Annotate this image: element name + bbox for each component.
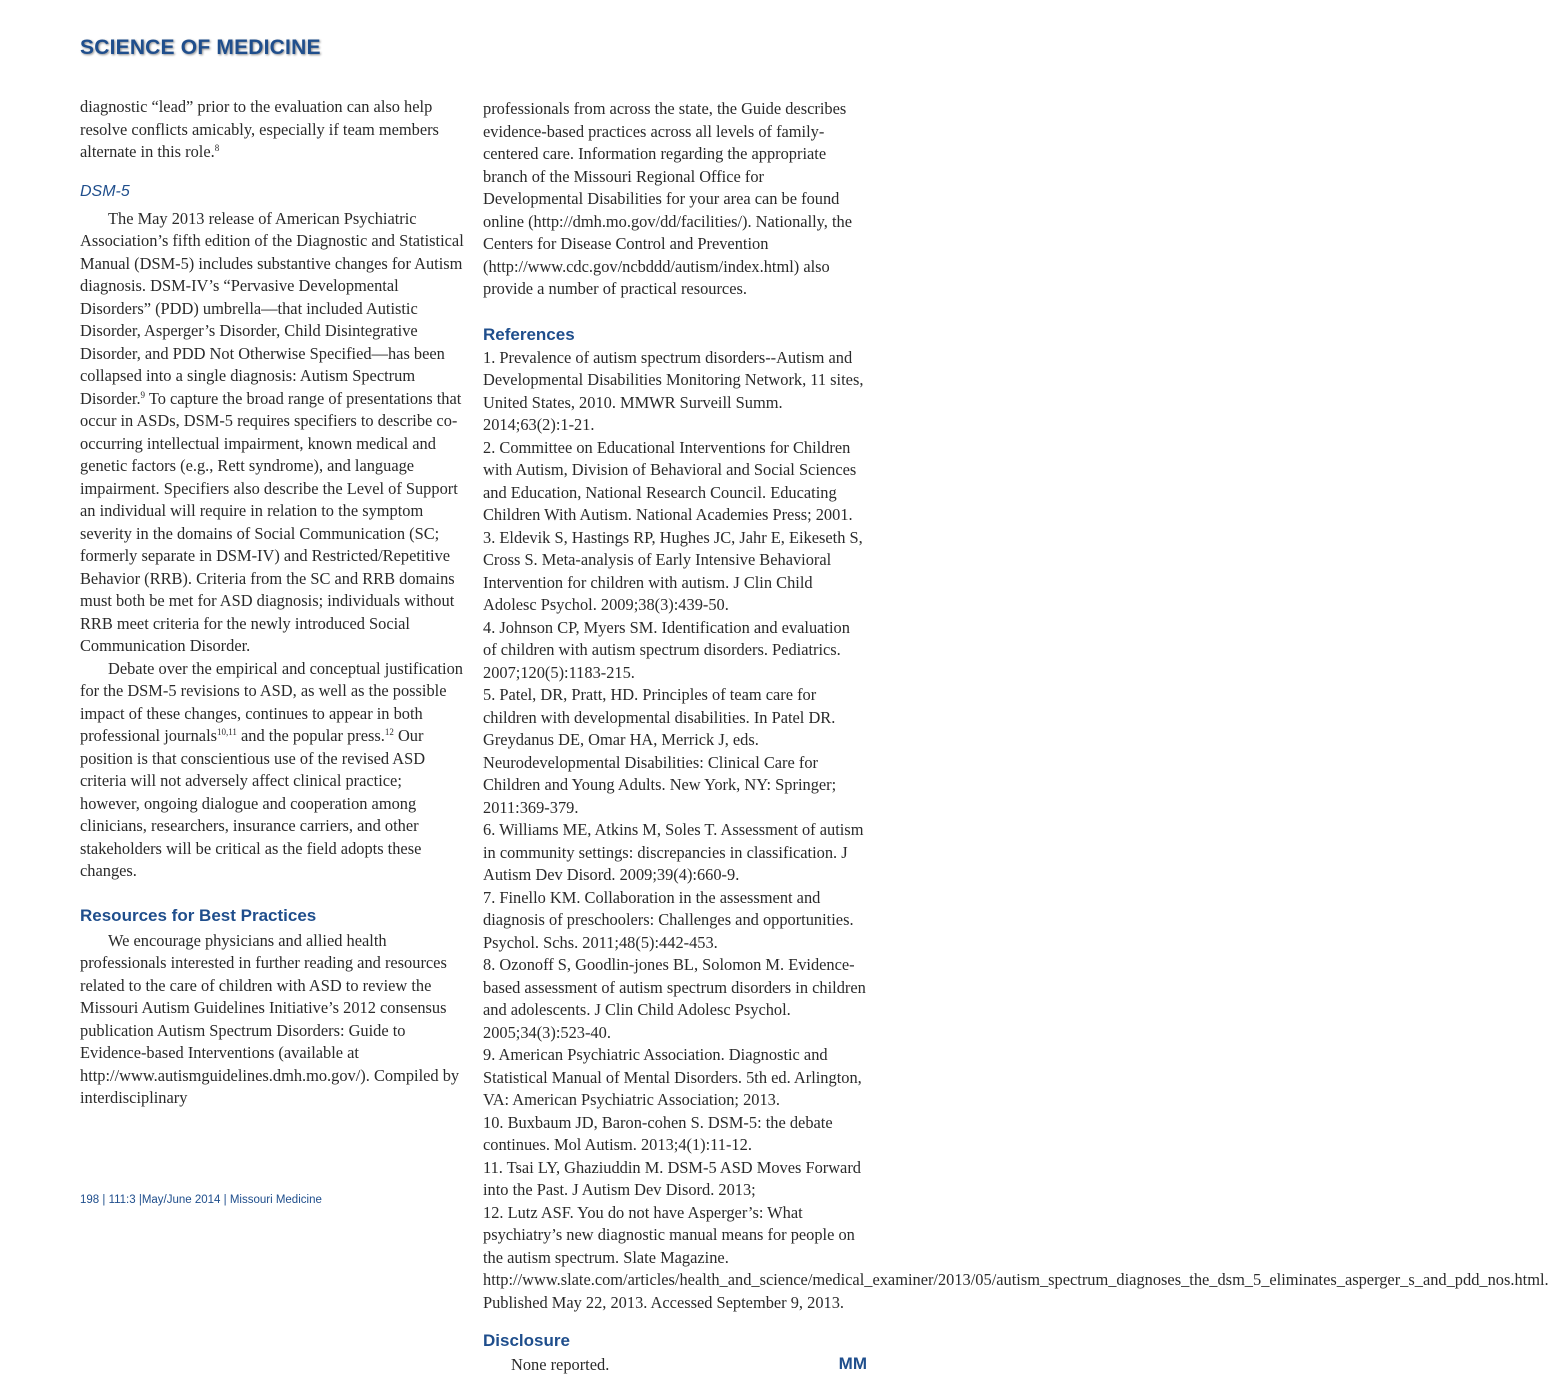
resources-paragraph: We encourage physicians and allied health professionals interested in further reading and resources related to the care of children with ASD to review the Missouri Autism Guidelines Initiative’s 2012 consensus publication Autism Spectrum Disorders: Guide to Evidence-based Interventions (available at http://www.autismguidelines.dmh.mo.gov/). Compiled by interdisciplinary xyxy=(80,930,460,1107)
dsm5-p2-text-a: Debate over the empirical and conceptual justification for the DSM-5 revisions to ASD, as well as the possible impact of these changes, continues to appear in both professional journals xyxy=(80,658,463,745)
citation-8: 8 xyxy=(214,143,220,153)
reference-item: 8. Ozonoff S, Goodlin-jones BL, Solomon M. Evidence-based assessment of autism spectrum disorders in children and adolescents. J Clin Child Adolesc Psychol. 2005;34(3):523-40. xyxy=(483,955,866,1042)
disclosure-text: None reported. xyxy=(511,1355,610,1374)
reference-item: 12. Lutz ASF. You do not have Asperger’s: What psychiatry’s new diagnostic manual means for people on the autism spectrum. Slate Magazine. http://www.slate.com/articles/health_and_science/medical_examiner/2013/05/autism_spectrum_diagnoses_the_dsm_5_eliminates_asperger_s_and_pdd_nos.html. Published May 22, 2013. Accessed September 9, 2013. xyxy=(483,1202,1549,1312)
citation-9: 9 xyxy=(140,389,146,400)
reference-item: 6. Williams ME, Atkins M, Soles T. Assessment of autism in community settings: discrepancies in classification. J Autism Dev Disord. 2009;39(4):660-9. xyxy=(483,820,864,884)
reference-item: 10. Buxbaum JD, Baron-cohen S. DSM-5: the debate continues. Mol Autism. 2013;4(1):11-12. xyxy=(483,1112,833,1154)
references-list xyxy=(483,347,1549,1315)
reference-item: 2. Committee on Educational Interventions for Children with Autism, Division of Behavioral and Social Sciences and Education, National Research Council. Educating Children With Autism. National Academies Press; 2001. xyxy=(483,437,857,524)
intro-paragraph xyxy=(80,96,464,164)
disclosure-heading: Disclosure xyxy=(483,1331,570,1350)
left-column xyxy=(80,96,464,1110)
dsm5-p1-text-b: To capture the broad range of presentations that occur in ASDs, DSM-5 requires specifiers to describe co-occurring intellectual impairment, known medical and genetic factors (e.g., Rett syndrome), and language impairment. Specifiers also describe the Level of Support an individual will require in relation to the symptom severity in the domains of Social Communication (SC; formerly separate in DSM-IV) and Restricted/Repetitive Behavior (RRB). Criteria from the SC and RRB domains must both be met for ASD diagnosis; individuals without RRB meet criteria for the newly introduced Social Communication Disorder. xyxy=(80,388,462,655)
reference-item: 1. Prevalence of autism spectrum disorders--Autism and Developmental Disabilities Monitoring Network, 11 sites, United States, 2010. MMWR Surveill Summ. 2014;63(2):1-21. xyxy=(483,347,864,434)
reference-item: 7. Finello KM. Collaboration in the assessment and diagnosis of preschoolers: Challenges and opportunities. Psychol. Schs. 2011;48(5):442-453. xyxy=(483,887,854,952)
reference-item: 11. Tsai LY, Ghaziuddin M. DSM-5 ASD Moves Forward into the Past. J Autism Dev Disord. 2013; xyxy=(483,1157,861,1199)
resources-heading: Resources for Best Practices xyxy=(80,905,317,925)
dsm5-heading: DSM-5 xyxy=(80,182,130,200)
citation-10-11: 10,11 xyxy=(217,727,237,737)
dsm5-paragraph-1 xyxy=(80,208,464,658)
page-footer: 198 | 111:3 |May/June 2014 | Missouri Medicine xyxy=(80,1194,322,1206)
dsm5-p2-text-b: and the popular press. xyxy=(236,726,385,745)
reference-item: 9. American Psychiatric Association. Diagnostic and Statistical Manual of Mental Disorders. 5th ed. Arlington, VA: American Psychiatric Association; 2013. xyxy=(483,1045,862,1109)
running-head: SCIENCE OF MEDICINE xyxy=(80,36,321,59)
dsm5-paragraph-2 xyxy=(80,658,464,883)
references-heading: References xyxy=(483,324,575,344)
intro-text: diagnostic “lead” prior to the evaluation can also help resolve conflicts amicably, especially if team members alternate in this role. xyxy=(80,97,439,161)
reference-item: 5. Patel, DR, Pratt, HD. Principles of team care for children with developmental disabilities. In Patel DR. Greydanus DE, Omar HA, Merrick J, eds. Neurodevelopmental Disabilities: Clinical Care for Children and Young Adults. New York, NY: Springer; 2011:369-379. xyxy=(483,685,837,817)
citation-12: 12 xyxy=(384,727,394,737)
disclosure-row xyxy=(483,1354,867,1377)
right-column xyxy=(483,98,1549,1377)
reference-item: 3. Eldevik S, Hastings RP, Hughes JC, Jahr E, Eikeseth S, Cross S. Meta-analysis of Early Intensive Behavioral Intervention for children with autism. J Clin Child Adolesc Psychol. 2009;38(3):439-50. xyxy=(483,527,863,614)
dsm5-p2-text-c: Our position is that conscientious use of the revised ASD criteria will not adversely affect clinical practice; however, ongoing dialogue and cooperation among clinicians, researchers, insurance carriers, and other stakeholders will be critical as the field adopts these changes. xyxy=(80,726,426,880)
dsm5-p1-text-a: The May 2013 release of American Psychiatric Association’s fifth edition of the Diagnostic and Statistical Manual (DSM-5) includes substantive changes for Autism diagnosis. DSM-IV’s “Pervasive Developmental Disorders” (PDD) umbrella—that included Autistic Disorder, Asperger’s Disorder, Child Disintegrative Disorder, and PDD Not Otherwise Specified—has been collapsed into a single diagnosis: Autism Spectrum Disorder. xyxy=(80,208,464,408)
resources-continued: professionals from across the state, the Guide describes evidence-based practices across all levels of family-centered care. Information regarding the appropriate branch of the Missouri Regional Office for Developmental Disabilities for your area can be found online (http://dmh.mo.gov/dd/facilities/). Nationally, the Centers for Disease Control and Prevention (http://www.cdc.gov/ncbddd/autism/index.html) also provide a number of practical resources. xyxy=(483,99,853,298)
end-mark-mm: MM xyxy=(838,1354,867,1373)
reference-item: 4. Johnson CP, Myers SM. Identification and evaluation of children with autism spectrum disorders. Pediatrics. 2007;120(5):1183-215. xyxy=(483,617,850,682)
